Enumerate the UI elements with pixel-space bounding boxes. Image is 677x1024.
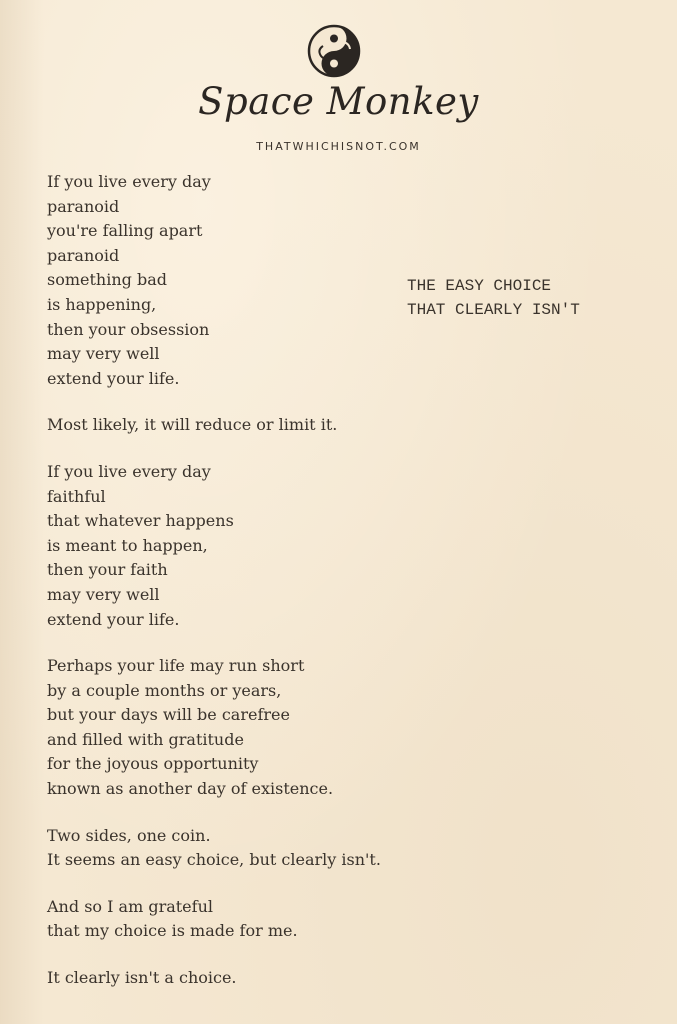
stanza bbox=[47, 895, 647, 944]
poem-line: extend your life. bbox=[47, 609, 180, 629]
stanza bbox=[47, 413, 647, 438]
title-line-2: THAT CLEARLY ISN'T bbox=[407, 301, 580, 319]
poem-line: paranoid bbox=[47, 196, 120, 216]
site-url: THATWHICHISNOT.COM bbox=[256, 140, 421, 153]
poem-line: extend your life. bbox=[47, 368, 180, 388]
poem-line: that whatever happens bbox=[47, 511, 234, 531]
poem-line: Two sides, one coin. bbox=[47, 825, 211, 845]
poem-body bbox=[47, 170, 647, 1013]
poem-line: may very well bbox=[47, 584, 160, 604]
poem-line: It seems an easy choice, but clearly isn't. bbox=[47, 850, 381, 870]
poem-line: It clearly isn't a choice. bbox=[47, 968, 237, 988]
poem-line: faithful bbox=[47, 486, 106, 506]
stanza bbox=[47, 460, 647, 632]
poem-line: If you live every day bbox=[47, 461, 211, 481]
stanza bbox=[47, 824, 647, 873]
poem-line: Perhaps your life may run short bbox=[47, 656, 305, 676]
brand-wordmark: Space Monkey bbox=[198, 80, 479, 123]
stanza bbox=[47, 654, 647, 802]
yin-yang-monkey-icon bbox=[307, 24, 361, 78]
poem-line: And so I am grateful bbox=[47, 896, 213, 916]
poem-line: that my choice is made for me. bbox=[47, 921, 298, 941]
poem-line: but your days will be carefree bbox=[47, 705, 290, 725]
stanza bbox=[47, 170, 647, 391]
poem-line: for the joyous opportunity bbox=[47, 754, 259, 774]
poem-line: then your faith bbox=[47, 560, 168, 580]
poem-line: then your obsession bbox=[47, 319, 210, 339]
poem-line: is happening, bbox=[47, 294, 157, 314]
poem-line: is meant to happen, bbox=[47, 535, 208, 555]
poem-line: known as another day of existence. bbox=[47, 779, 334, 799]
poem-line: paranoid bbox=[47, 245, 120, 265]
title-line-1: THE EASY CHOICE bbox=[407, 277, 552, 295]
stanza bbox=[47, 966, 647, 991]
poem-line: and filled with gratitude bbox=[47, 729, 244, 749]
poem-line: Most likely, it will reduce or limit it. bbox=[47, 415, 338, 435]
poem-line: If you live every day bbox=[47, 172, 211, 191]
poem-line: you're falling apart bbox=[47, 221, 203, 241]
poem-line: something bad bbox=[47, 270, 167, 290]
poem-line: may very well bbox=[47, 344, 160, 364]
poem-line: by a couple months or years, bbox=[47, 680, 282, 700]
